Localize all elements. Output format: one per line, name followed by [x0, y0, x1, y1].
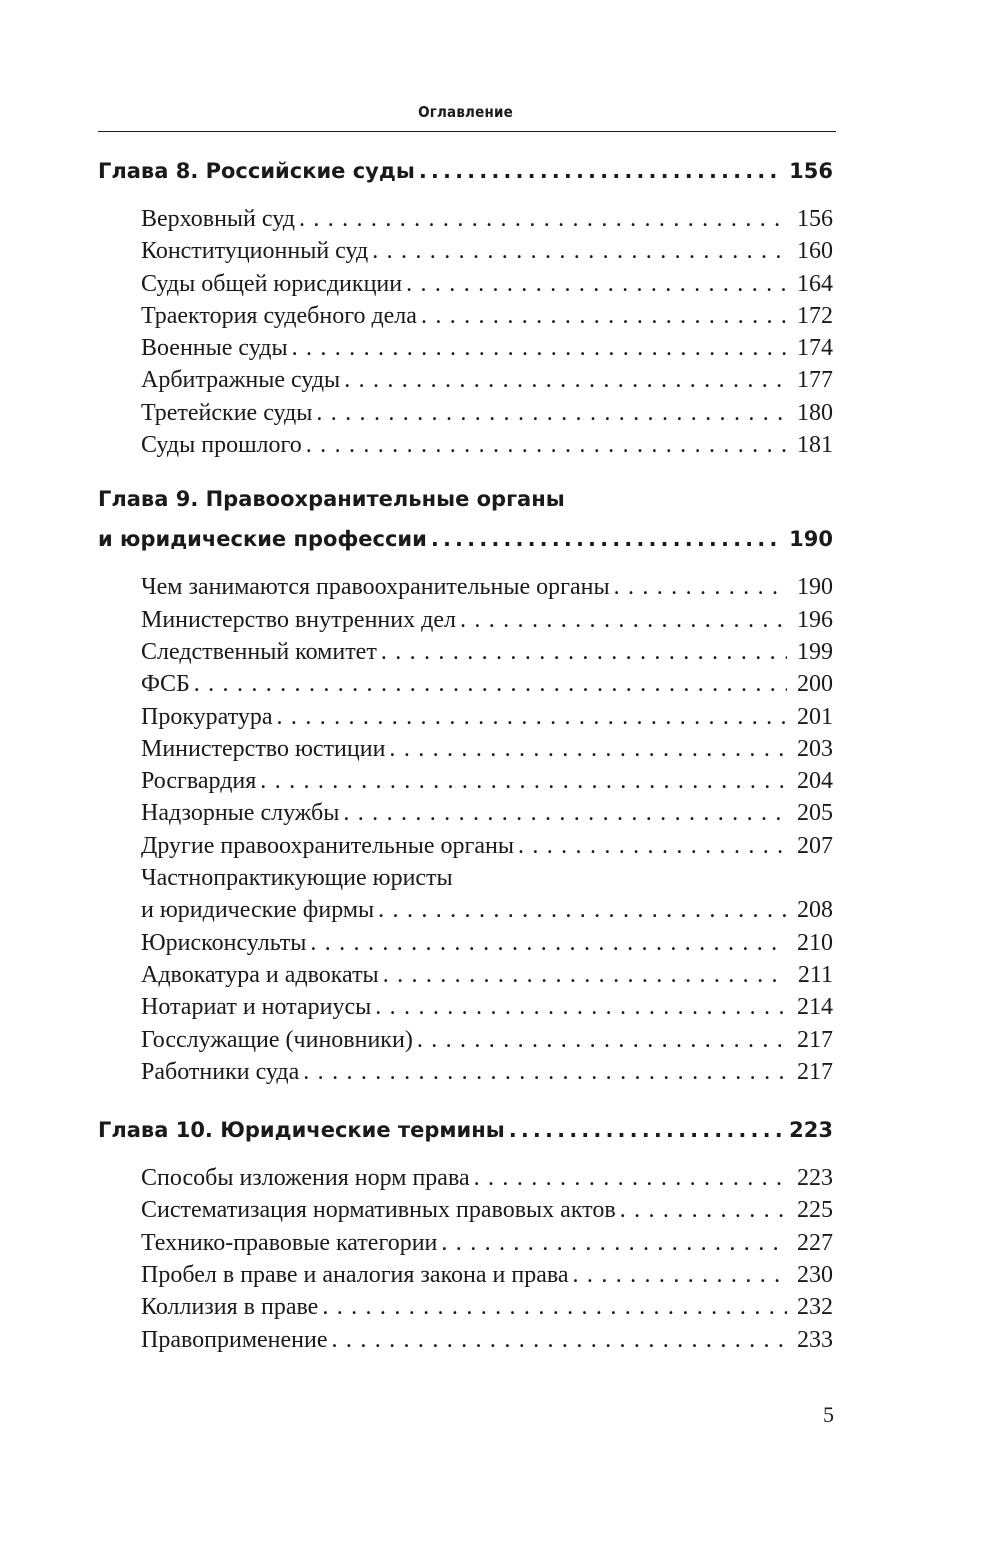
chapter-heading[interactable] [98, 1108, 833, 1152]
entry-title: ФСБ [141, 671, 190, 698]
entry-page: 208 [797, 897, 833, 924]
dot-leader [406, 268, 787, 300]
toc-entry[interactable] [141, 927, 833, 959]
dot-leader [322, 1291, 787, 1323]
dot-leader [332, 1324, 787, 1356]
toc-entry[interactable] [141, 364, 833, 396]
entry-page: 217 [797, 1058, 833, 1085]
toc-entry[interactable] [141, 830, 833, 862]
entry-title: Работники суда [141, 1058, 300, 1085]
toc-entry[interactable] [141, 668, 833, 700]
chapter-title: Глава 10. Юридические термины [98, 1118, 505, 1143]
dot-leader [310, 927, 787, 959]
entry-title: Военные суды [141, 335, 288, 362]
dot-leader [194, 668, 787, 700]
dot-leader [614, 571, 787, 603]
entry-page: 211 [797, 961, 833, 988]
entry-page: 172 [797, 302, 833, 329]
toc-entry[interactable] [141, 332, 833, 364]
entry-title: Прокуратура [141, 703, 273, 730]
entry-page: 200 [797, 671, 833, 698]
dot-leader [316, 397, 787, 429]
toc-entry[interactable] [141, 397, 833, 429]
dot-leader [292, 332, 787, 364]
entry-title: Способы изложения норм права [141, 1165, 470, 1192]
entry-page: 230 [797, 1262, 833, 1289]
dot-leader [620, 1194, 787, 1226]
entry-page: 199 [797, 638, 833, 665]
toc-entry[interactable] [141, 991, 833, 1023]
dot-leader [417, 1024, 787, 1056]
dot-leader [460, 604, 787, 636]
entry-title: Пробел в праве и аналогия закона и права [141, 1262, 569, 1289]
entry-title: Юрисконсульты [141, 929, 307, 956]
entry-title: Верховный суд [141, 206, 295, 232]
entry-page: 181 [797, 432, 833, 459]
chapter-items [98, 1162, 833, 1356]
entry-title: Следственный комитет [141, 638, 377, 665]
chapter-items [98, 571, 833, 1088]
dot-leader [299, 203, 787, 235]
toc-entry[interactable] [141, 429, 833, 461]
entry-page: 174 [797, 335, 833, 362]
entry-title: Министерство внутренних дел [141, 606, 456, 633]
entry-page: 227 [797, 1229, 833, 1256]
entry-page: 156 [797, 206, 833, 232]
entry-title: Арбитражные суды [141, 367, 341, 394]
chapter-page: 190 [789, 527, 833, 552]
entry-page: 205 [797, 800, 833, 827]
dot-leader [343, 797, 787, 829]
entry-page: 180 [797, 399, 833, 426]
toc-entry[interactable] [141, 1056, 833, 1088]
toc-entry[interactable] [141, 1259, 833, 1291]
entry-page: 196 [797, 606, 833, 633]
entry-page: 201 [797, 703, 833, 730]
toc-entry[interactable] [141, 894, 833, 926]
entry-page: 233 [797, 1326, 833, 1353]
entry-title: Чем занимаются правоохранительные органы [141, 574, 610, 601]
toc-entry[interactable] [141, 235, 833, 267]
chapter-page: 223 [789, 1118, 833, 1143]
page-number: 5 [823, 1402, 834, 1427]
entry-title: Суды прошлого [141, 432, 302, 459]
chapter-title: Глава 8. Российские суды [98, 159, 415, 183]
entry-title: Нотариат и нотариусы [141, 994, 372, 1021]
dot-leader [381, 636, 787, 668]
toc-entry[interactable] [141, 1194, 833, 1226]
toc-entry[interactable] [141, 203, 833, 235]
entry-title: Траектория судебного дела [141, 302, 417, 329]
toc-entry[interactable] [141, 1291, 833, 1323]
entry-page: 204 [797, 768, 833, 795]
entry-title: Другие правоохранительные органы [141, 832, 514, 859]
dot-leader [306, 429, 787, 461]
entry-title: Госслужащие (чиновники) [141, 1026, 413, 1053]
book-page [98, 0, 833, 1552]
dot-leader [419, 149, 783, 193]
toc-entry[interactable] [141, 571, 833, 603]
toc-entry[interactable] [141, 959, 833, 991]
entry-page: 214 [797, 994, 833, 1021]
dot-leader [375, 991, 787, 1023]
dot-leader [474, 1162, 787, 1194]
running-title: Оглавление [418, 103, 513, 121]
entry-page: 207 [797, 832, 833, 859]
entry-title: Правоприменение [141, 1326, 328, 1353]
dot-leader [431, 517, 783, 561]
chapter-8 [98, 149, 833, 461]
entry-page: 203 [797, 735, 833, 762]
entry-page: 225 [797, 1197, 833, 1224]
entry-title: Коллизия в праве [141, 1294, 319, 1321]
chapter-10 [98, 1108, 833, 1356]
entry-title: Третейские суды [141, 399, 313, 426]
entry-title: Адвокатура и адвокаты [141, 961, 379, 988]
entry-title: Надзорные службы [141, 800, 340, 827]
toc-entry[interactable] [141, 300, 833, 332]
toc-entry[interactable] [141, 1324, 833, 1356]
toc-entry[interactable] [141, 701, 833, 733]
header-rule [98, 131, 836, 132]
entry-page: 217 [797, 1026, 833, 1053]
toc-entry[interactable] [141, 268, 833, 300]
toc-entry[interactable] [141, 604, 833, 636]
entry-page: 177 [797, 367, 833, 394]
toc-entry[interactable] [141, 733, 833, 765]
entry-title: Конституционный суд [141, 238, 369, 265]
chapter-9 [98, 481, 833, 1088]
chapter-page: 156 [789, 159, 833, 183]
dot-leader [383, 959, 787, 991]
dot-leader [389, 733, 787, 765]
entry-page: 190 [797, 574, 833, 601]
dot-leader [573, 1259, 787, 1291]
dot-leader [344, 364, 787, 396]
toc-entry[interactable] [141, 1162, 833, 1194]
entry-page: 160 [797, 238, 833, 265]
entry-title: Систематизация нормативных правовых актов [141, 1197, 616, 1224]
dot-leader [303, 1056, 787, 1088]
toc-entry[interactable] [141, 636, 833, 668]
toc-entry[interactable] [141, 797, 833, 829]
toc-entry[interactable] [141, 765, 833, 797]
entry-title: Росгвардия [141, 768, 257, 795]
chapter-title-line2: и юридические профессии [98, 527, 427, 552]
dot-leader [260, 765, 787, 797]
dot-leader [372, 235, 787, 267]
dot-leader [518, 830, 787, 862]
toc-entry[interactable] [141, 1024, 833, 1056]
dot-leader [378, 894, 787, 926]
chapter-heading[interactable] [98, 517, 833, 561]
dot-leader [421, 300, 787, 332]
entry-title: Суды общей юрисдикции [141, 270, 403, 297]
entry-page: 232 [797, 1294, 833, 1321]
entry-page: 164 [797, 270, 833, 297]
entry-title: Технико-правовые категории [141, 1229, 438, 1256]
dot-leader [277, 701, 787, 733]
entry-page: 223 [797, 1165, 833, 1192]
entry-title: Министерство юстиции [141, 735, 386, 762]
chapter-title-line1[interactable]: Глава 9. Правоохранительные органы [98, 487, 565, 512]
dot-leader [509, 1108, 783, 1152]
toc-entry-line1[interactable]: Частнопрактикующие юристы [141, 865, 453, 892]
table-of-contents [98, 149, 833, 1376]
entry-page: 210 [797, 929, 833, 956]
chapter-heading[interactable] [98, 149, 833, 193]
chapter-items [98, 203, 833, 461]
toc-entry[interactable] [141, 1227, 833, 1259]
entry-title-line2: и юридические фирмы [141, 897, 375, 924]
dot-leader [441, 1227, 787, 1259]
